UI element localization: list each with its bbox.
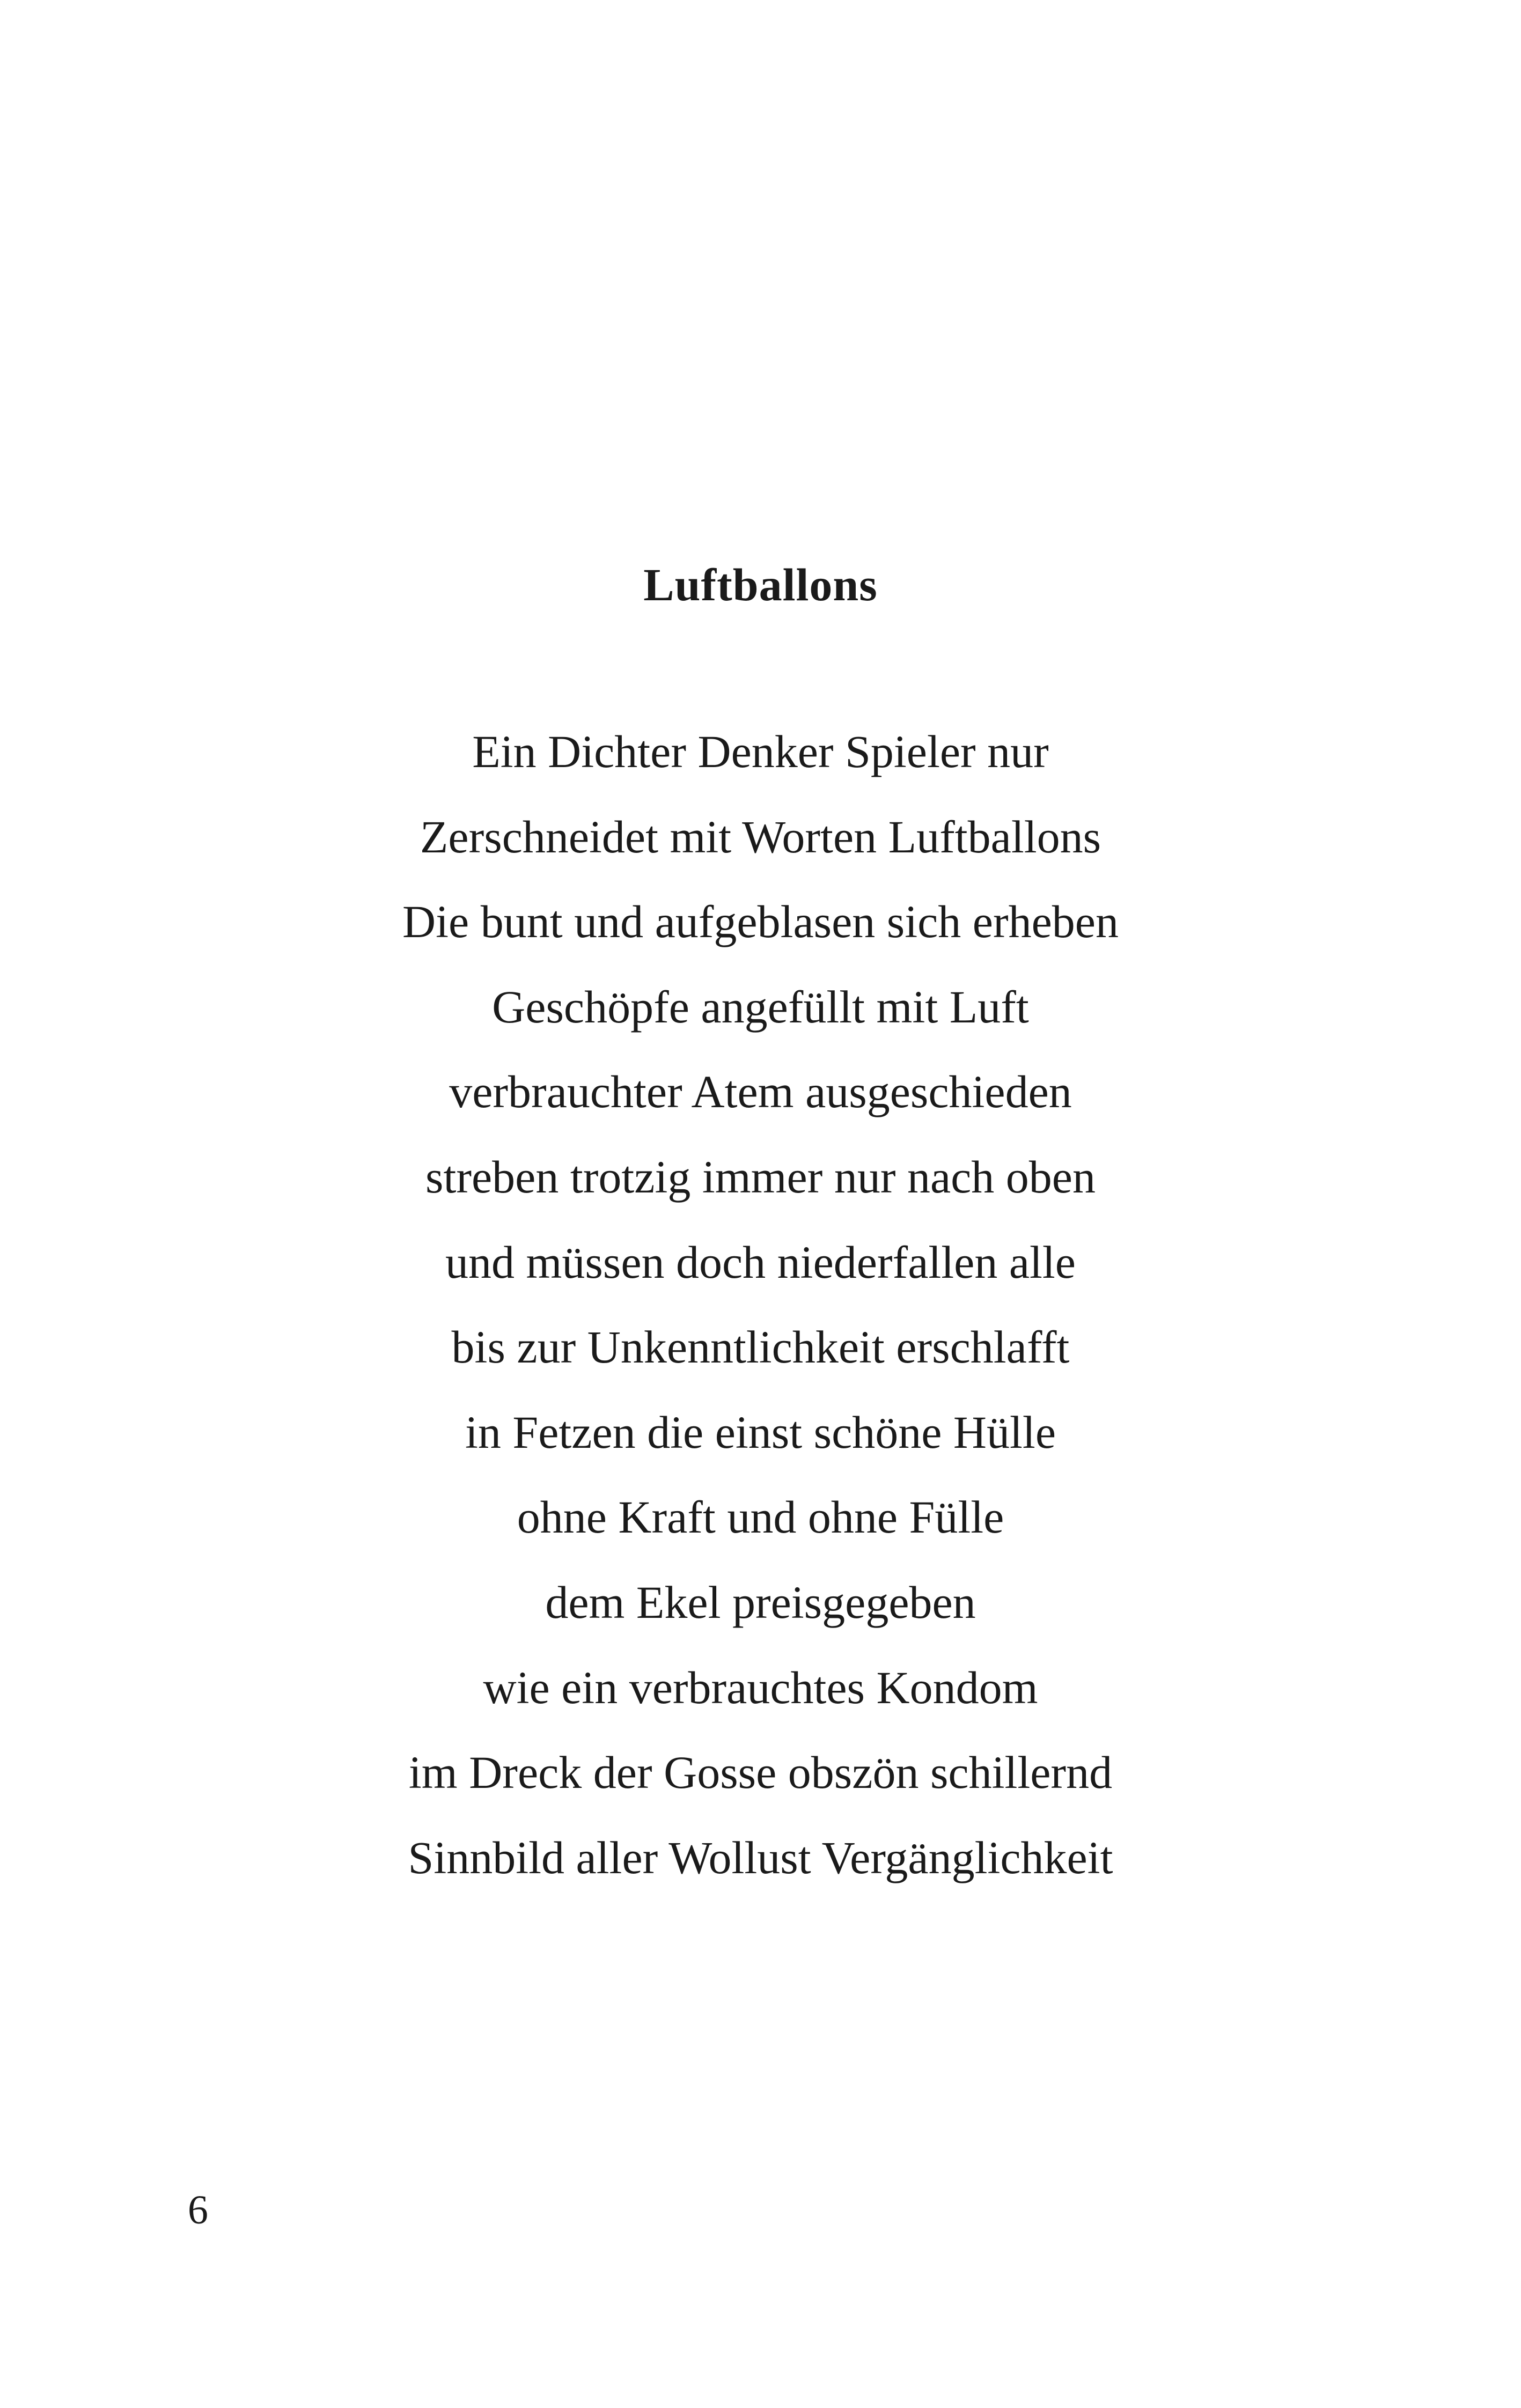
poem-line: in Fetzen die einst schöne Hülle [465,1406,1056,1458]
poem-line: Die bunt und aufgeblasen sich erheben [402,896,1119,948]
poem-line: Geschöpfe angefüllt mit Luft [492,981,1029,1033]
poem-title: Luftballons [643,559,878,610]
poem-line: und müssen doch niederfallen alle [445,1236,1076,1288]
poem-line: dem Ekel preisgegeben [545,1576,976,1628]
page-number: 6 [188,2188,208,2233]
poem-line: im Dreck der Gosse obszön schillernd [408,1747,1113,1799]
poem-line: streben trotzig immer nur nach oben [425,1151,1096,1203]
poem-line: verbrauchter Atem ausgeschieden [449,1066,1072,1118]
poem-body [0,722,1521,1913]
poem-line: wie ein verbrauchtes Kondom [483,1661,1038,1713]
poem-line: Sinnbild aller Wollust Vergänglichkeit [408,1831,1113,1883]
poem-line: bis zur Unkenntlichkeit erschlafft [451,1321,1070,1373]
poem-line: Ein Dichter Denker Spieler nur [472,726,1049,777]
poem-line: Zerschneidet mit Worten Luftballons [420,811,1101,863]
poem-line: ohne Kraft und ohne Fülle [517,1491,1004,1543]
